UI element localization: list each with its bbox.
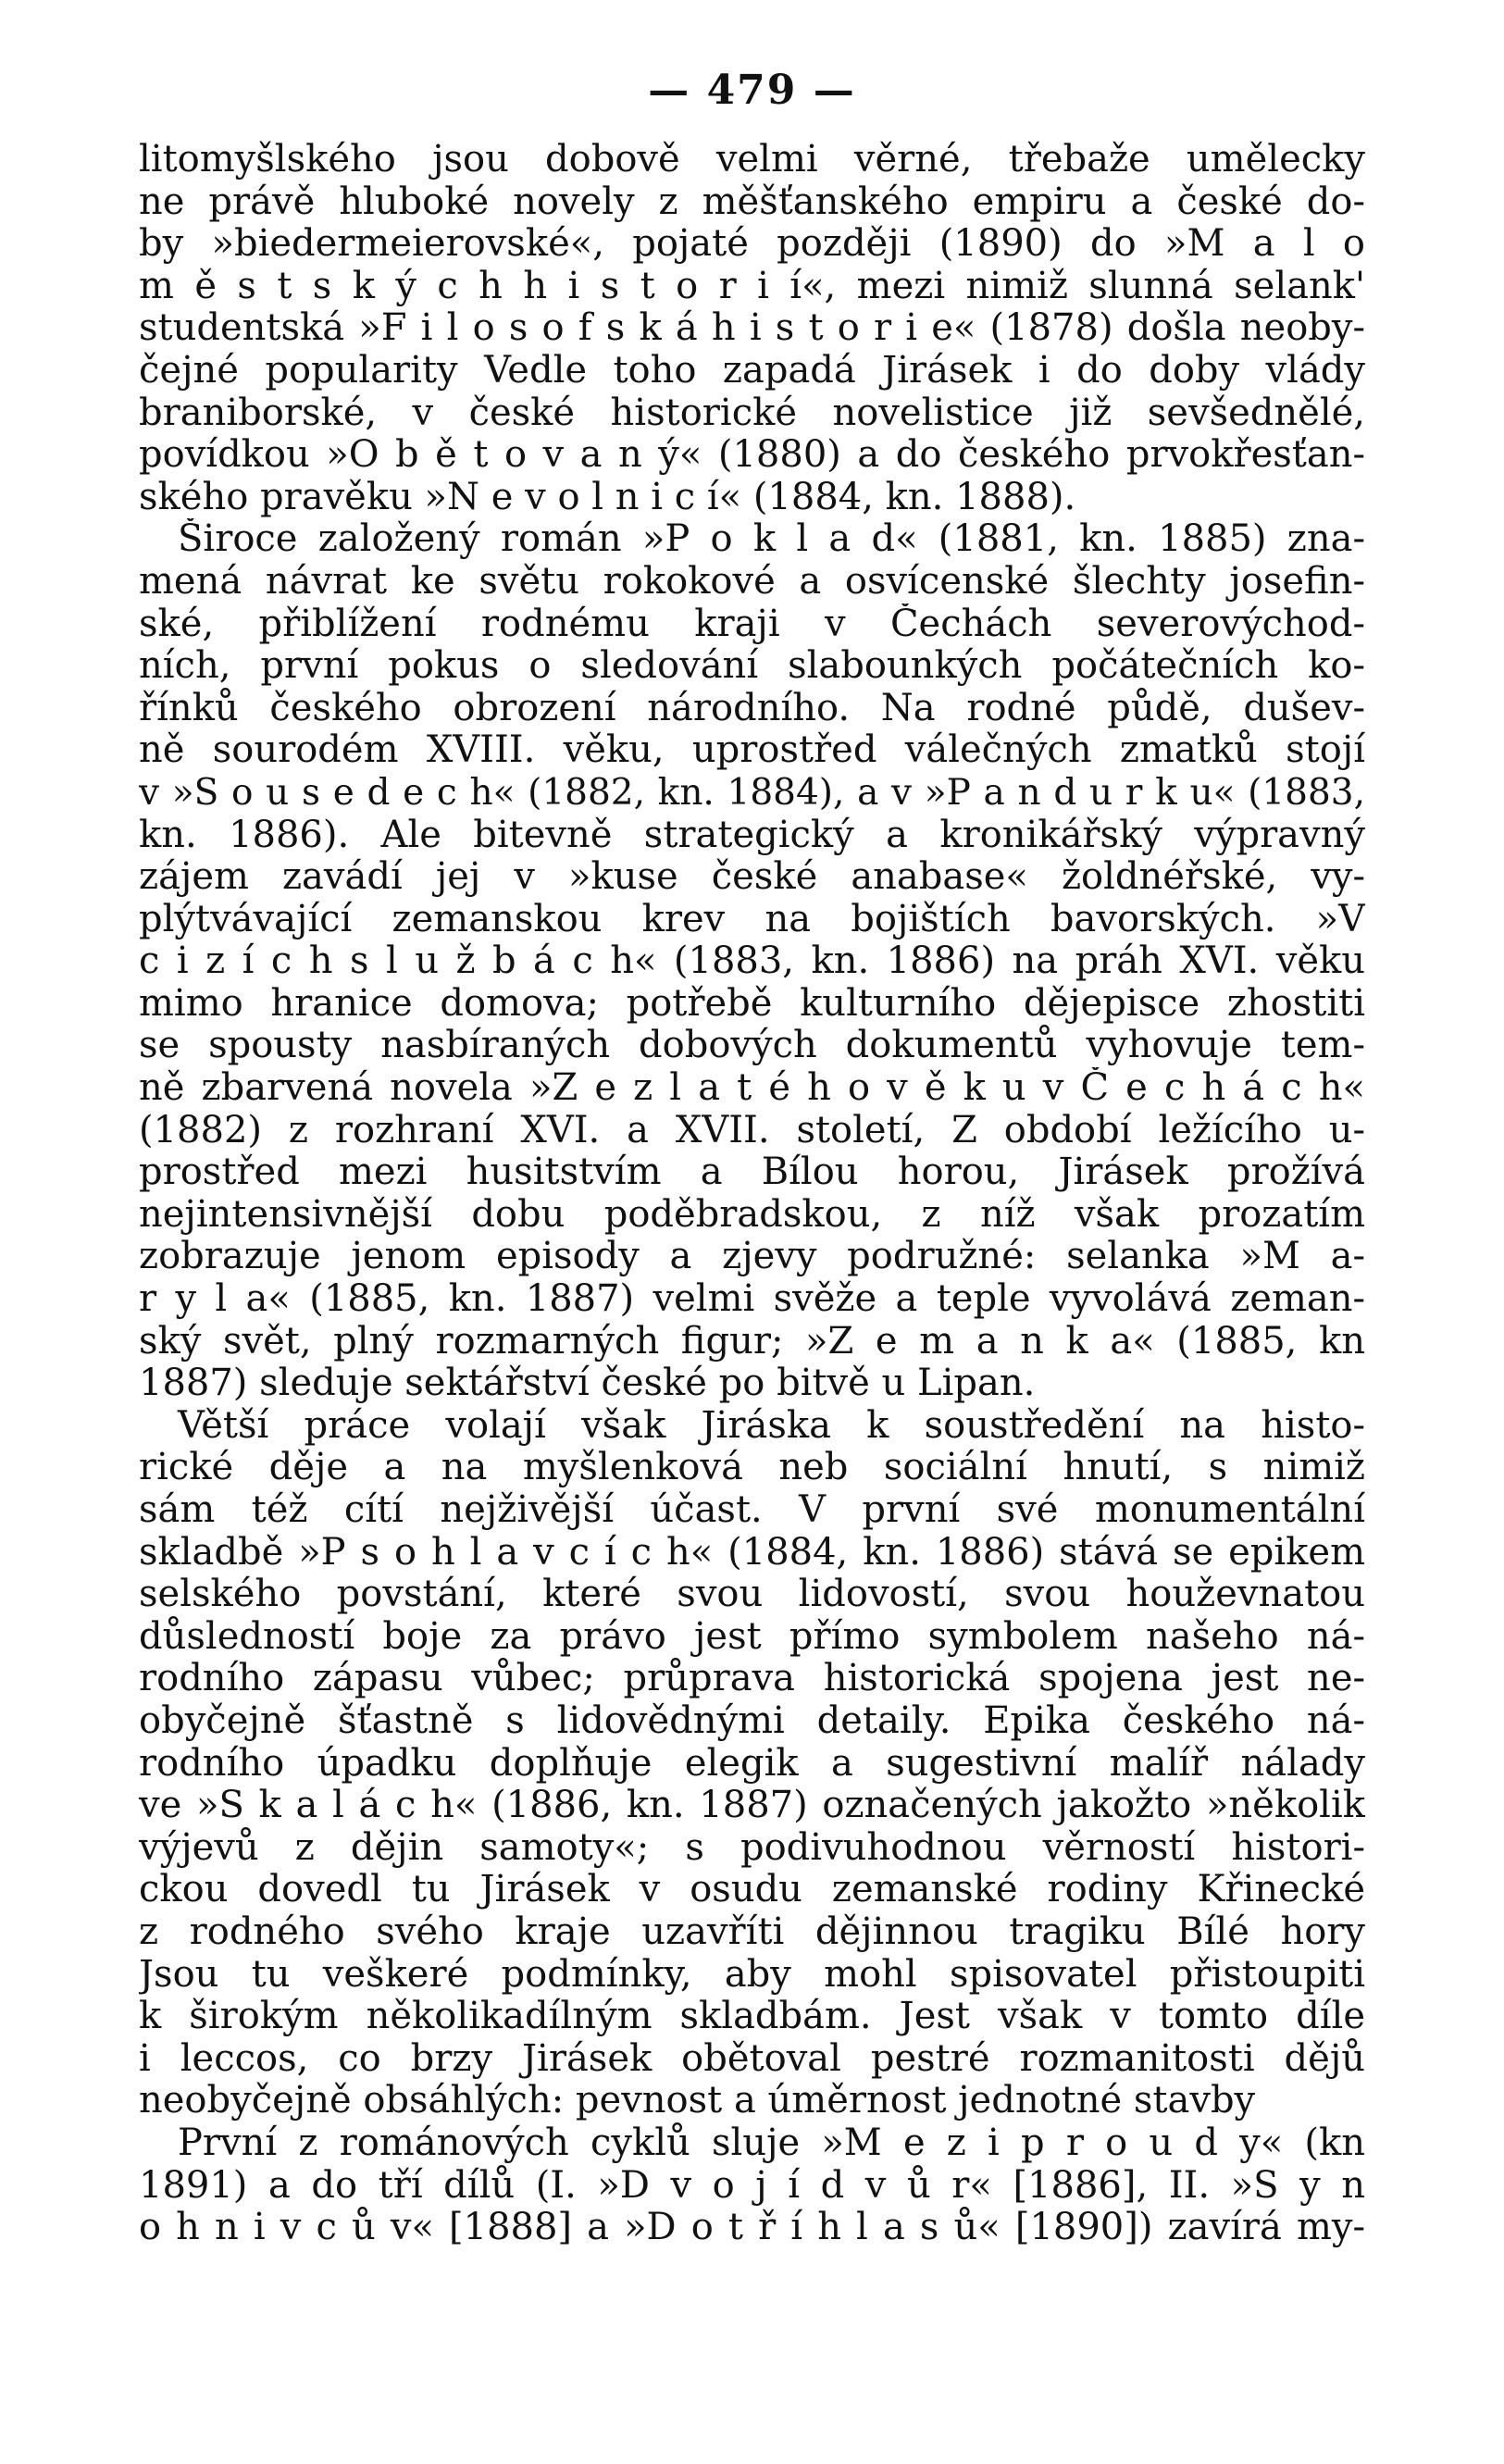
- text-line: ne právě hluboké novely z měšťanského empiru a české do-: [139, 180, 1365, 223]
- text-line: zájem zavádí jej v »kuse české anabase« žoldnéřské, vy-: [139, 856, 1365, 899]
- text-line: c i z í c h s l u ž b á c h« (1883, kn. 1886) na práh XVI. věku: [139, 940, 1365, 983]
- text-line: braniborské, v české historické novelistice již sevšednělé,: [139, 392, 1365, 434]
- text-line: ních, první pokus o sledování slabounkých počátečních ko-: [139, 645, 1365, 688]
- text-line: mená návrat ke světu rokokové a osvícenské šlechty josefin-: [139, 560, 1365, 603]
- text-line: Jsou tu veškeré podmínky, aby mohl spisovatel přistoupiti: [139, 1953, 1365, 1996]
- text-line: kn. 1886). Ale bitevně strategický a kronikářský výpravný: [139, 814, 1365, 856]
- text-line: řínků českého obrození národního. Na rodné půdě, dušev-: [139, 687, 1365, 729]
- text-line: ně zbarvená novela »Z e z l a t é h o v ě k u v Č e c h á c h«: [139, 1067, 1365, 1110]
- text-line: ský svět, plný rozmarných figur; »Z e m a n k a« (1885, kn: [139, 1320, 1365, 1363]
- text-line: ského pravěku »N e v o l n i c í« (1884, kn. 1888).: [139, 476, 1076, 518]
- text-line: ve »S k a l á c h« (1886, kn. 1887) označených jakožto »několik: [139, 1785, 1365, 1827]
- text-line: Větší práce volají však Jiráska k soustředění na histo-: [178, 1404, 1365, 1447]
- text-line: rodního úpadku doplňuje elegik a sugestivní malíř nálady: [139, 1742, 1365, 1785]
- text-line: rické děje a na myšlenková neb sociální hnutí, s nimiž: [139, 1447, 1365, 1489]
- text-line: 1887) sleduje sektářství české po bitvě u Lipan.: [139, 1363, 1036, 1405]
- text-line: nejintensivnější dobu poděbradskou, z níž však prozatím: [139, 1193, 1365, 1236]
- text-line: litomyšlského jsou dobově velmi věrné, třebaže umělecky: [139, 139, 1365, 180]
- text-line: První z románových cyklů sluje »M e z i p r o u d y« (kn: [178, 2122, 1365, 2164]
- text-line: Široce založený román »P o k l a d« (1881, kn. 1885) zna-: [178, 518, 1365, 561]
- text-line: o h n i v c ů v« [1888] a »D o t ř í h l a s ů« [1890]) zavírá my-: [139, 2207, 1365, 2249]
- text-line: studentská »F i l o s o f s k á h i s t o r i e« (1878) došla neoby-: [139, 307, 1365, 350]
- text-line: i leccos, co brzy Jirásek obětoval pestré rozmanitosti dějů: [139, 2037, 1365, 2080]
- text-line: k širokým několikadílným skladbám. Jest však v tomto díle: [139, 1996, 1365, 2038]
- text-line: neobyčejně obsáhlých: pevnost a úměrnost jednotné stavby: [139, 2080, 1256, 2122]
- body-text: [139, 139, 1365, 2249]
- text-line: obyčejně šťastně s lidovědnými detaily. Epika českého ná-: [139, 1699, 1365, 1742]
- text-line: čejné popularity Vedle toho zapadá Jirásek i do doby vlády: [139, 349, 1365, 392]
- text-line: 1891) a do tří dílů (I. »D v o j í d v ů r« [1886], II. »S y n: [139, 2164, 1365, 2207]
- text-line: skladbě »P s o h l a v c í c h« (1884, kn. 1886) stává se epikem: [139, 1531, 1365, 1574]
- text-line: ně sourodém XVIII. věku, uprostřed válečných zmatků stojí: [139, 729, 1365, 772]
- text-line: plýtvávající zemanskou krev na bojištích bavorských. »V: [139, 898, 1365, 940]
- text-line: selského povstání, které svou lidovostí, svou houževnatou: [139, 1574, 1365, 1616]
- text-line: se spousty nasbíraných dobových dokumentů vyhovuje tem-: [139, 1025, 1365, 1067]
- text-line: r y l a« (1885, kn. 1887) velmi svěže a teple vyvolává zeman-: [139, 1278, 1365, 1321]
- text-line: povídkou »O b ě t o v a n ý« (1880) a do českého prvokřesťan-: [139, 434, 1365, 477]
- text-line: důsledností boje za právo jest přímo symbolem našeho ná-: [139, 1615, 1365, 1658]
- text-line: ské, přiblížení rodnému kraji v Čechách severovýchod-: [139, 603, 1365, 645]
- text-line: výjevů z dějin samoty«; s podivuhodnou věrností histori-: [139, 1826, 1365, 1869]
- text-line: prostřed mezi husitstvím a Bílou horou, Jirásek prožívá: [139, 1151, 1365, 1194]
- text-line: (1882) z rozhraní XVI. a XVII. století, Z období ležícího u-: [139, 1109, 1365, 1151]
- text-line: by »biedermeierovské«, pojaté později (1890) do »M a l o: [139, 223, 1365, 266]
- text-line: zobrazuje jenom episody a zjevy podružné: selanka »M a-: [139, 1236, 1365, 1278]
- text-line: mimo hranice domova; potřebě kulturního dějepisce zhostiti: [139, 982, 1365, 1025]
- text-line: z rodného svého kraje uzavříti dějinnou tragiku Bílé hory: [139, 1910, 1365, 1953]
- text-line: sám též cítí nejživější účast. V první své monumentální: [139, 1489, 1365, 1531]
- text-line: v »S o u s e d e c h« (1882, kn. 1884), a v »P a n d u r k u« (1883,: [139, 771, 1365, 814]
- text-line: rodního zápasu vůbec; průprava historická spojena jest ne-: [139, 1658, 1365, 1700]
- text-line: ckou dovedl tu Jirásek v osudu zemanské rodiny Křinecké: [139, 1869, 1365, 1911]
- text-line: m ě s t s k ý c h h i s t o r i í«, mezi nimiž slunná selank': [139, 265, 1365, 307]
- page-number: — 479 —: [648, 67, 856, 114]
